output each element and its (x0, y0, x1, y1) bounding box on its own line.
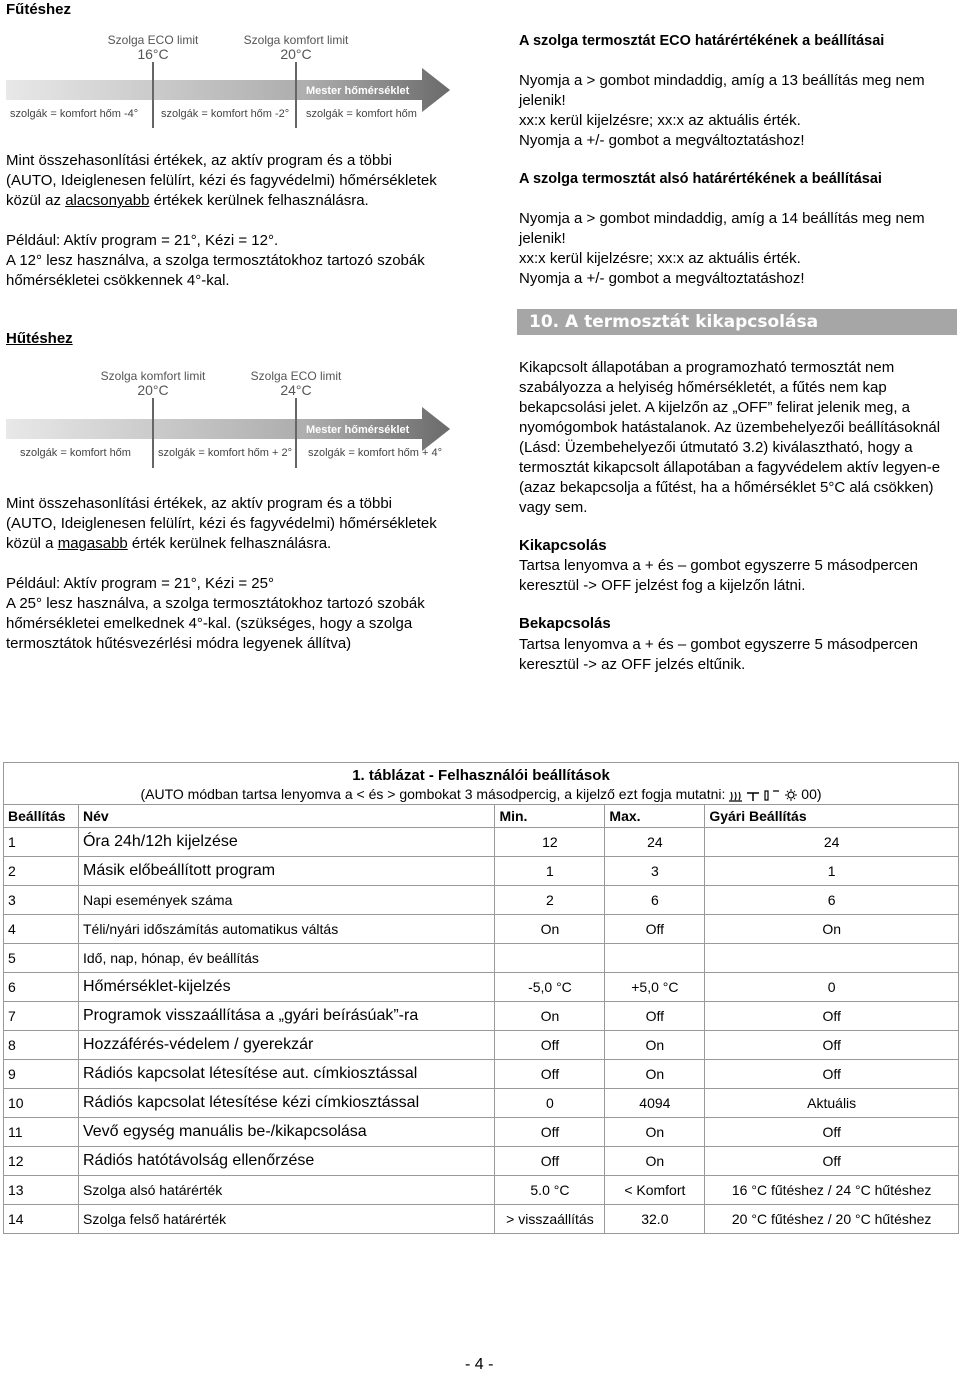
cooling-limit-right-title: Szolga ECO limit (250, 369, 342, 383)
row-min: 2 (495, 886, 605, 915)
table-row (4, 828, 959, 857)
row-max: < Komfort (605, 1176, 705, 1205)
row-default: Off (705, 1147, 959, 1176)
heating-heading: Fűtéshez (6, 1, 72, 18)
row-default: 6 (705, 886, 959, 915)
row-name: Idő, nap, hónap, év beállítás (78, 944, 494, 973)
heating-paragraph-1: Mint összehasonlítási értékek, az aktív program és a többi (AUTO, Ideiglenesen felülírt, kézi és fagyvédelmi) hőmérsékletek közül az alacsonyabb értékek kerülnek felhasználásra. (6, 152, 437, 209)
row-min: 0 (495, 1089, 605, 1118)
page-number: - 4 - (465, 1356, 494, 1373)
table-row (4, 944, 959, 973)
heating-zone-1: szolgák = komfort hőm -4° (10, 108, 139, 120)
row-name: Rádiós hatótávolság ellenőrzése (78, 1147, 494, 1176)
heating-diagram (6, 28, 452, 128)
row-index: 9 (4, 1060, 79, 1089)
header-default: Gyári Beállítás (705, 805, 959, 828)
table-row (4, 1205, 959, 1234)
cooling-text-block (6, 494, 446, 654)
row-default: Off (705, 1118, 959, 1147)
turn-on-text: Tartsa lenyomva a + és – gombot egyszerre 5 másodpercen keresztül -> az OFF jelzés eltűnik. (519, 636, 918, 673)
cooling-zone-1: szolgák = komfort hőm (20, 447, 131, 459)
row-index: 13 (4, 1176, 79, 1205)
header-max: Max. (605, 805, 705, 828)
row-name: Szolga felső határérték (78, 1205, 494, 1234)
heating-example: Például: Aktív program = 21°, Kézi = 12°. (6, 232, 279, 249)
row-name: Programok visszaállítása a „gyári beírásúak”-ra (78, 1002, 494, 1031)
cooling-zone-2: szolgák = komfort hőm + 2° (158, 447, 293, 459)
table-caption (4, 763, 959, 805)
row-min (495, 944, 605, 973)
cooling-limit-left-title: Szolga komfort limit (100, 369, 206, 383)
table-row (4, 1060, 959, 1089)
row-min: Off (495, 1147, 605, 1176)
section-title-banner: 10. A termosztát kikapcsolása (517, 309, 957, 335)
cooling-diagram (6, 364, 452, 464)
heating-text-block (6, 151, 446, 291)
row-name: Másik előbeállított program (78, 857, 494, 886)
table-row (4, 1147, 959, 1176)
row-min: -5,0 °C (495, 973, 605, 1002)
low-line-3: Nyomja a +/- gombot a megváltoztatáshoz! (519, 270, 805, 287)
row-name: Téli/nyári időszámítás automatikus váltás (78, 915, 494, 944)
eco-line-1: Nyomja a > gombot mindaddig, amíg a 13 beállítás meg nem jelenik! (519, 72, 925, 109)
user-settings-table (3, 762, 959, 1234)
row-max: On (605, 1147, 705, 1176)
row-max: Off (605, 1002, 705, 1031)
table-subtitle: (AUTO módban tartsa lenyomva a < és > gombokat 3 másodpercig, a kijelző ezt fogja mutatni: 00) (140, 786, 822, 802)
row-default (705, 944, 959, 973)
table-row (4, 1118, 959, 1147)
header-min: Min. (495, 805, 605, 828)
header-setting: Beállítás (4, 805, 79, 828)
turn-on-heading: Bekapcsolás (519, 615, 611, 632)
row-default: On (705, 915, 959, 944)
heating-zone-3: szolgák = komfort hőm (306, 108, 417, 120)
cooling-limit-right-value: 24°C (280, 382, 312, 398)
row-max: +5,0 °C (605, 973, 705, 1002)
turn-off-text: Tartsa lenyomva a + és – gombot egyszerre 5 másodpercen keresztül -> OFF jelzést fog a kijelzőn látni. (519, 557, 918, 594)
row-max: On (605, 1118, 705, 1147)
low-limit-instructions (519, 209, 959, 289)
row-max: Off (605, 915, 705, 944)
cooling-arrow-label: Mester hőmérséklet (306, 424, 410, 436)
eco-limit-heading: A szolga termosztát ECO határértékének a beállításai (519, 33, 885, 49)
row-max (605, 944, 705, 973)
row-min: On (495, 915, 605, 944)
row-name: Óra 24h/12h kijelzése (78, 828, 494, 857)
table-header-row (4, 805, 959, 828)
table-row (4, 886, 959, 915)
row-max: 24 (605, 828, 705, 857)
row-max: 32.0 (605, 1205, 705, 1234)
row-index: 3 (4, 886, 79, 915)
row-name: Hőmérséklet-kijelzés (78, 973, 494, 1002)
table-row (4, 1002, 959, 1031)
cooling-heading: Hűtéshez (6, 330, 73, 347)
row-index: 10 (4, 1089, 79, 1118)
eco-line-2: xx:x kerül kijelzésre; xx:x az aktuális érték. (519, 112, 801, 129)
row-default: 0 (705, 973, 959, 1002)
table-row (4, 857, 959, 886)
row-default: Off (705, 1031, 959, 1060)
cooling-paragraph-1: Mint összehasonlítási értékek, az aktív program és a többi (AUTO, Ideiglenesen felülírt, kézi és fagyvédelmi) hőmérsékletek közül a magasabb érték kerülnek felhasználásra. (6, 495, 437, 552)
heating-limit-left-title: Szolga ECO limit (107, 33, 199, 47)
row-name: Vevő egység manuális be-/kikapcsolása (78, 1118, 494, 1147)
row-index: 4 (4, 915, 79, 944)
row-min: > visszaállítás (495, 1205, 605, 1234)
row-min: 5.0 °C (495, 1176, 605, 1205)
heating-limit-right-title: Szolga komfort limit (243, 33, 349, 47)
table-caption-row (4, 763, 959, 805)
row-index: 7 (4, 1002, 79, 1031)
row-default: 16 °C fűtéshez / 24 °C hűtéshez (705, 1176, 959, 1205)
row-index: 8 (4, 1031, 79, 1060)
row-max: On (605, 1060, 705, 1089)
heating-arrow-label: Mester hőmérséklet (306, 85, 410, 97)
heating-limit-right-value: 20°C (280, 46, 312, 62)
row-name: Hozzáférés-védelem / gyerekzár (78, 1031, 494, 1060)
row-index: 6 (4, 973, 79, 1002)
row-max: 3 (605, 857, 705, 886)
row-max: 4094 (605, 1089, 705, 1118)
table-row (4, 973, 959, 1002)
table-row (4, 1031, 959, 1060)
row-index: 11 (4, 1118, 79, 1147)
low-line-1: Nyomja a > gombot mindaddig, amíg a 14 beállítás meg nem jelenik! (519, 210, 925, 247)
row-max: On (605, 1031, 705, 1060)
cooling-example-result: A 25° lesz használva, a szolga termosztátokhoz tartozó szobák hőmérsékletei emelkednek 4°-kal. (szükséges, hogy a szolga termosztátok hűtésvezérlési módra legyenek állítva) (6, 595, 425, 652)
row-index: 12 (4, 1147, 79, 1176)
row-max: 6 (605, 886, 705, 915)
row-min: On (495, 1002, 605, 1031)
eco-limit-instructions (519, 71, 959, 151)
heating-example-result: A 12° lesz használva, a szolga termosztátokhoz tartozó szobák hőmérsékletei csökkennek 4°-kal. (6, 252, 425, 289)
heating-zone-2: szolgák = komfort hőm -2° (161, 108, 290, 120)
eco-line-3: Nyomja a +/- gombot a megváltoztatáshoz! (519, 132, 805, 149)
row-default: 1 (705, 857, 959, 886)
row-min: Off (495, 1118, 605, 1147)
low-line-2: xx:x kerül kijelzésre; xx:x az aktuális érték. (519, 250, 801, 267)
row-index: 14 (4, 1205, 79, 1234)
row-min: 12 (495, 828, 605, 857)
row-min: Off (495, 1031, 605, 1060)
table-row (4, 915, 959, 944)
row-index: 1 (4, 828, 79, 857)
row-name: Napi események száma (78, 886, 494, 915)
heating-limit-left-value: 16°C (137, 46, 169, 62)
row-name: Rádiós kapcsolat létesítése aut. címkiosztással (78, 1060, 494, 1089)
row-default: Aktuális (705, 1089, 959, 1118)
row-default: 24 (705, 828, 959, 857)
table-row (4, 1176, 959, 1205)
row-default: 20 °C fűtéshez / 20 °C hűtéshez (705, 1205, 959, 1234)
row-min: Off (495, 1060, 605, 1089)
cooling-zone-3: szolgák = komfort hőm + 4° (308, 447, 443, 459)
row-index: 2 (4, 857, 79, 886)
display-icons (729, 788, 801, 802)
table-row (4, 1089, 959, 1118)
row-min: 1 (495, 857, 605, 886)
off-description: Kikapcsolt állapotában a programozható termosztát nem szabályozza a helyiség hőmérsékletét, a fűtés nem kap bekapcsolási jelet. A kijelzőn az „OFF” felirat jelenik meg, a nyomógombok hatástalanok. Az üzembehelyezői beállításoknál (Lásd: Üzembehelyezői útmutató 3.2) kiválasztható, hogy a termosztát kikapcsolt állapotában a fagyvédelem aktív legyen-e (azaz bekapcsolja a fűtést, ha a hőmérséklet 5°C alá csökken) vagy sem. (519, 359, 941, 516)
cooling-example: Például: Aktív program = 21°, Kézi = 25° (6, 575, 274, 592)
row-name: Szolga alsó határérték (78, 1176, 494, 1205)
row-name: Rádiós kapcsolat létesítése kézi címkiosztással (78, 1089, 494, 1118)
table-title: 1. táblázat - Felhasználói beállítások (352, 767, 610, 784)
header-name: Név (78, 805, 494, 828)
row-index: 5 (4, 944, 79, 973)
row-default: Off (705, 1060, 959, 1089)
row-default: Off (705, 1002, 959, 1031)
low-limit-heading: A szolga termosztát alsó határértékének a beállításai (519, 171, 882, 187)
cooling-limit-left-value: 20°C (137, 382, 169, 398)
turn-off-heading: Kikapcsolás (519, 537, 607, 554)
